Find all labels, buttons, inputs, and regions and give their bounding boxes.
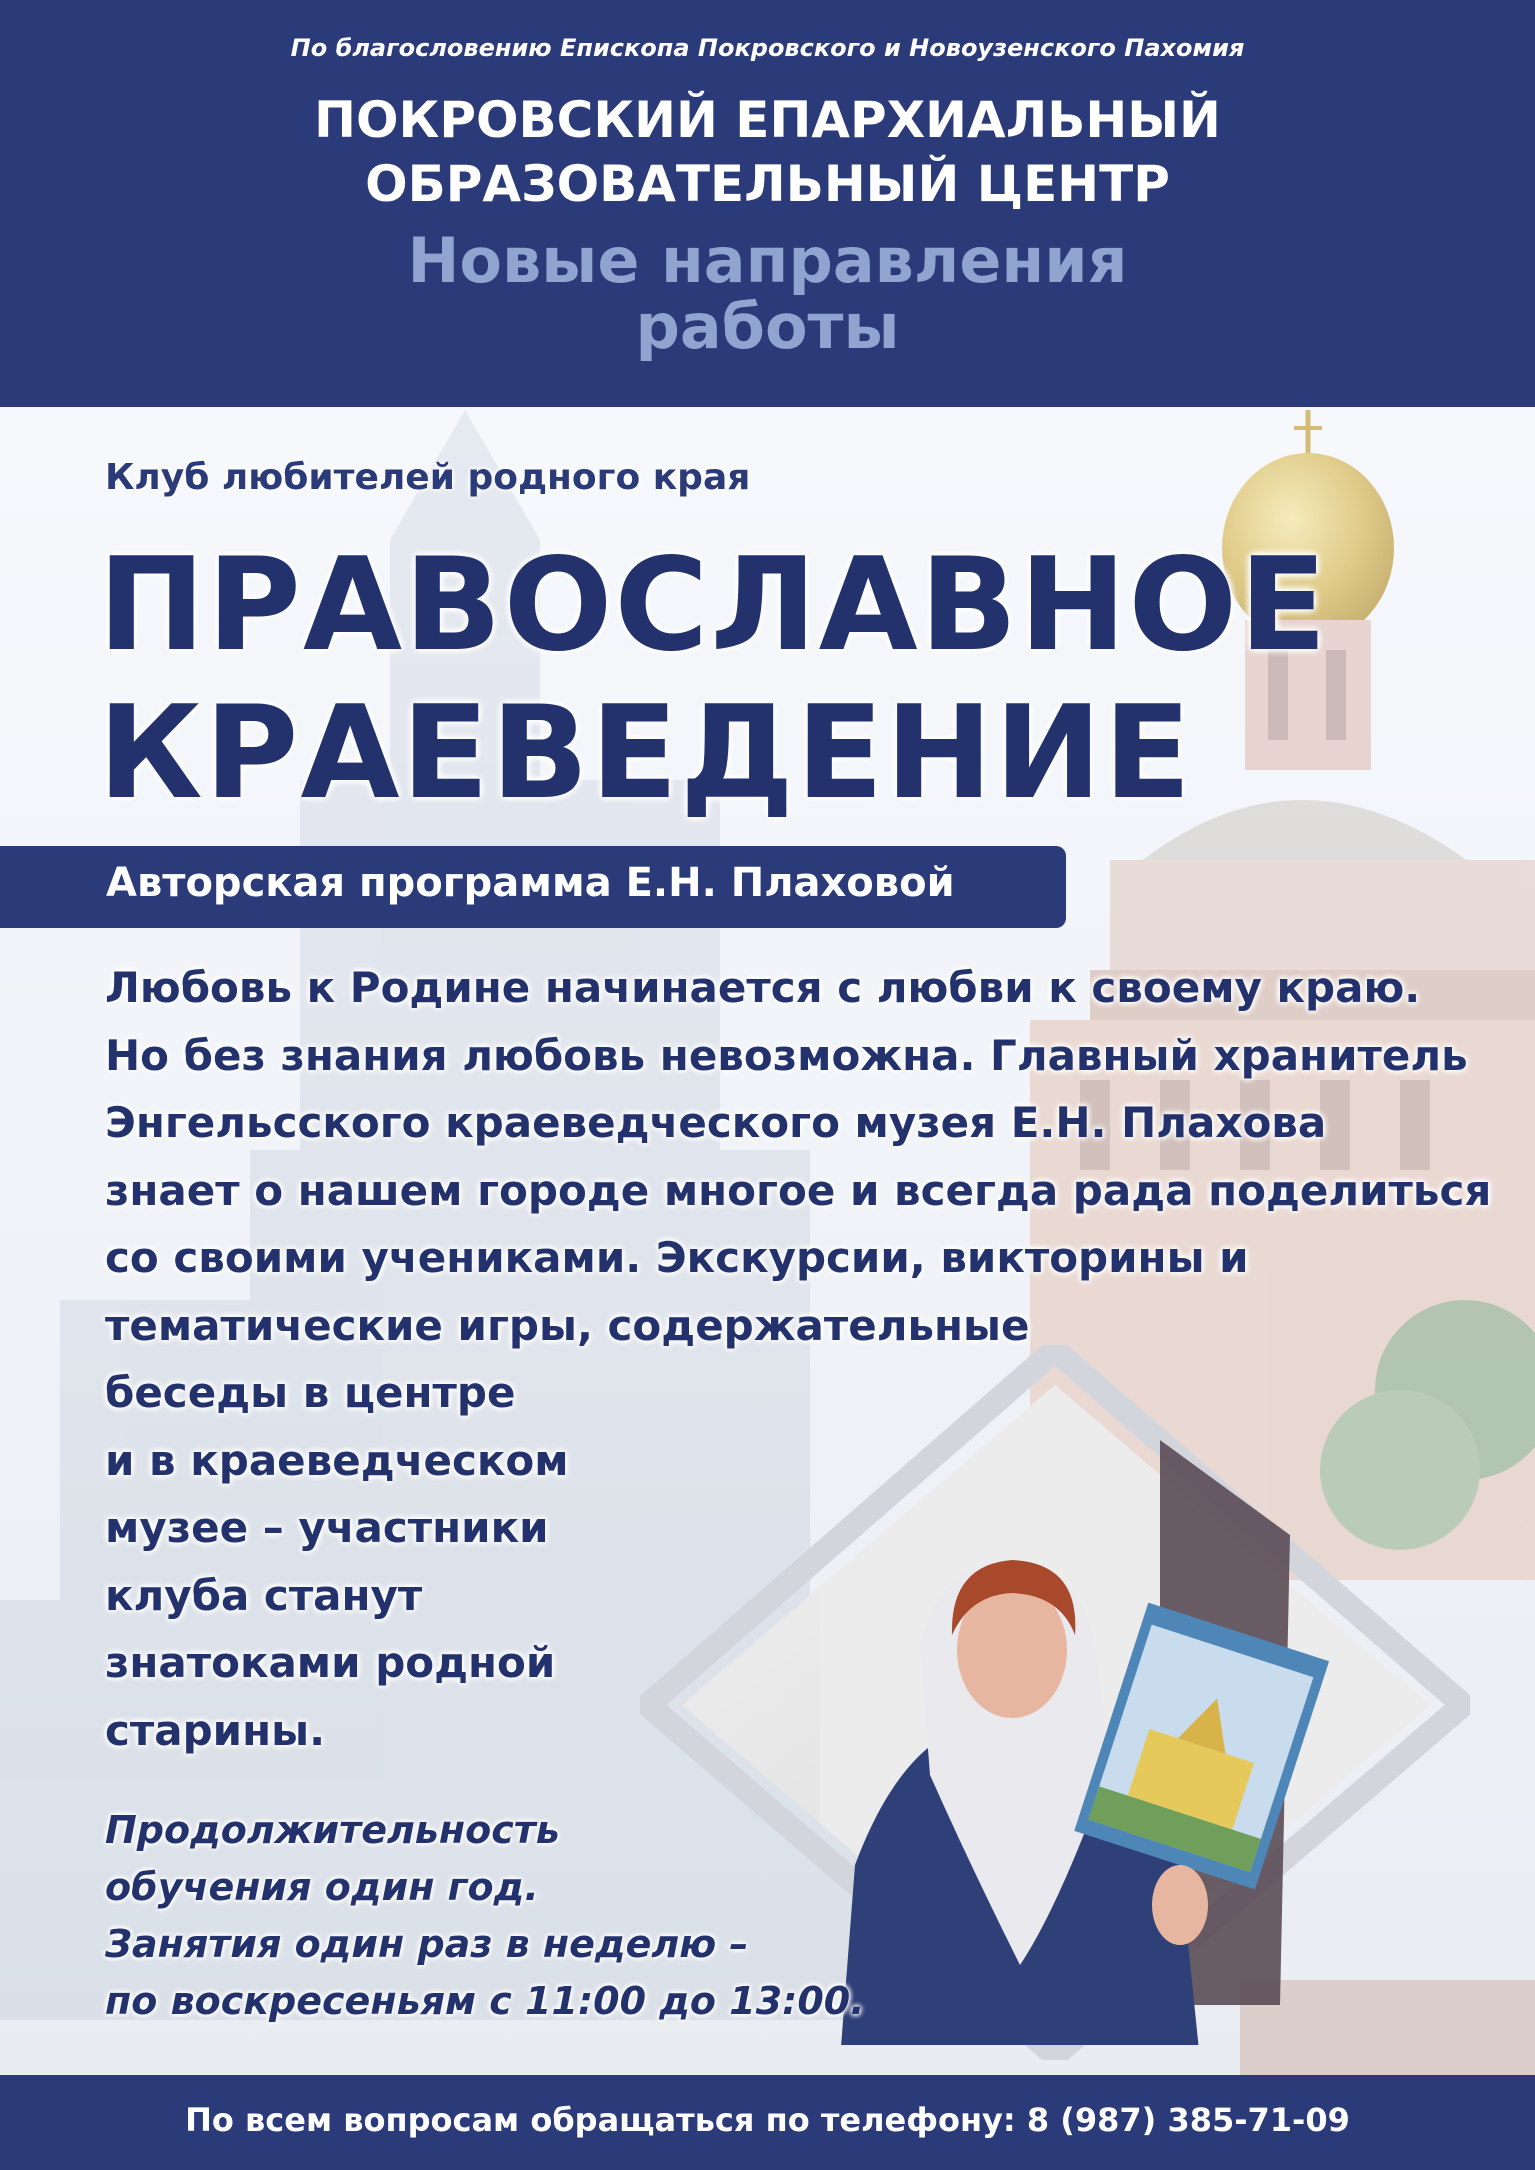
schedule-line: Продолжительность xyxy=(105,1808,560,1852)
directions-line: работы xyxy=(635,290,900,363)
footer-banner xyxy=(0,2075,1535,2170)
program-title xyxy=(98,532,1329,828)
directions-line: Новые направления xyxy=(407,224,1128,297)
schedule-info xyxy=(105,1802,865,2030)
title-line: ПРАВОСЛАВНОЕ xyxy=(98,531,1329,680)
description-line: старины. xyxy=(105,1705,326,1755)
blessing-line: По благословению Епископа Покровского и Новоузенского Пахомия xyxy=(290,34,1245,62)
author-banner xyxy=(0,846,1066,928)
description-line: тематические игры, содержательные xyxy=(105,1300,1030,1350)
description-line: знатоками родной xyxy=(105,1638,556,1687)
description-line: и в краеведческом xyxy=(105,1435,569,1485)
author-program-label: Авторская программа Е.Н. Плаховой xyxy=(106,860,955,906)
title-line: КРАЕВЕДЕНИЕ xyxy=(98,679,1194,828)
description-line: музее – участники xyxy=(105,1503,549,1552)
description-line: Энгельсского краеведческого музея Е.Н. Плахова xyxy=(105,1098,1327,1147)
schedule-line: обучения один год. xyxy=(105,1865,539,1909)
description-line: Но без знания любовь невозможна. Главный хранитель xyxy=(105,1030,1468,1080)
description-paragraph xyxy=(105,954,1505,1764)
description-line: Любовь к Родине начинается с любви к своему краю. xyxy=(105,963,1421,1012)
description-line: клуба станут xyxy=(105,1570,423,1620)
center-name-line: ПОКРОВСКИЙ ЕПАРХИАЛЬНЫЙ xyxy=(314,91,1221,149)
description-line: со своими учениками. Экскурсии, викторины и xyxy=(105,1233,1249,1282)
schedule-line: по воскресеньям с 11:00 до 13:00. xyxy=(105,1979,865,2023)
schedule-line: Занятия один раз в неделю – xyxy=(105,1922,749,1966)
club-subtitle: Клуб любителей родного края xyxy=(105,457,751,498)
description-line: знает о нашем городе многое и всегда рада поделиться xyxy=(105,1165,1492,1215)
description-line: беседы в центре xyxy=(105,1368,516,1417)
contact-phone-line: По всем вопросам обращаться по телефону: 8 (987) 385-71-09 xyxy=(185,2101,1350,2139)
center-name-line: ОБРАЗОВАТЕЛЬНЫЙ ЦЕНТР xyxy=(365,155,1170,213)
